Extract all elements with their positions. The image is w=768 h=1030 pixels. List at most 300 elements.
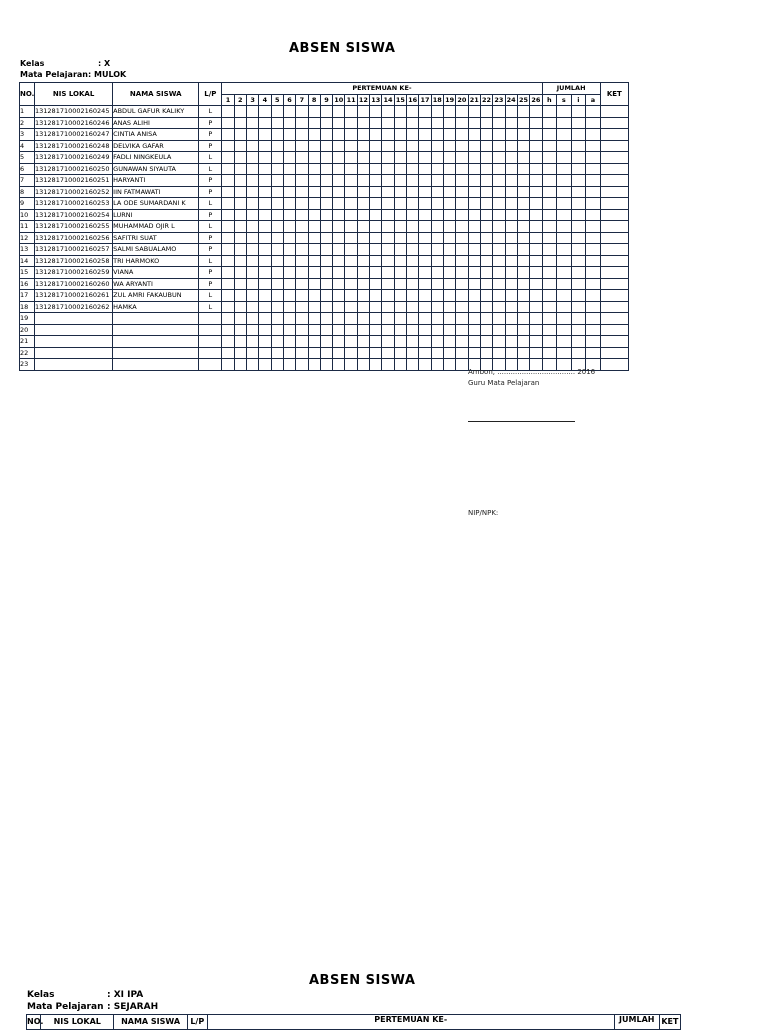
attendance-cell[interactable] bbox=[345, 175, 357, 187]
attendance-cell[interactable] bbox=[407, 129, 419, 141]
attendance-cell[interactable] bbox=[419, 278, 431, 290]
attendance-cell[interactable] bbox=[468, 313, 480, 325]
attendance-cell[interactable] bbox=[505, 117, 517, 129]
attendance-cell[interactable] bbox=[234, 209, 246, 221]
attendance-cell[interactable] bbox=[308, 324, 320, 336]
attendance-cell[interactable] bbox=[419, 324, 431, 336]
attendance-cell[interactable] bbox=[320, 152, 332, 164]
attendance-cell[interactable] bbox=[357, 221, 369, 233]
attendance-cell[interactable] bbox=[407, 106, 419, 118]
attendance-cell[interactable] bbox=[586, 336, 601, 348]
attendance-cell[interactable] bbox=[345, 347, 357, 359]
attendance-cell[interactable] bbox=[517, 209, 529, 221]
attendance-cell[interactable] bbox=[542, 209, 557, 221]
attendance-cell[interactable] bbox=[222, 232, 234, 244]
attendance-cell[interactable] bbox=[600, 336, 628, 348]
attendance-cell[interactable] bbox=[493, 324, 505, 336]
attendance-cell[interactable] bbox=[382, 301, 394, 313]
attendance-cell[interactable] bbox=[271, 221, 283, 233]
attendance-cell[interactable] bbox=[296, 106, 308, 118]
attendance-cell[interactable] bbox=[443, 301, 455, 313]
attendance-cell[interactable] bbox=[443, 255, 455, 267]
attendance-cell[interactable] bbox=[283, 255, 295, 267]
attendance-cell[interactable] bbox=[571, 313, 586, 325]
attendance-cell[interactable] bbox=[542, 278, 557, 290]
attendance-cell[interactable] bbox=[505, 198, 517, 210]
attendance-cell[interactable] bbox=[259, 290, 271, 302]
attendance-cell[interactable] bbox=[333, 129, 345, 141]
attendance-cell[interactable] bbox=[333, 221, 345, 233]
attendance-cell[interactable] bbox=[308, 152, 320, 164]
attendance-cell[interactable] bbox=[530, 186, 542, 198]
attendance-cell[interactable] bbox=[480, 209, 492, 221]
attendance-cell[interactable] bbox=[394, 336, 406, 348]
attendance-cell[interactable] bbox=[557, 267, 572, 279]
attendance-cell[interactable] bbox=[493, 129, 505, 141]
attendance-cell[interactable] bbox=[234, 255, 246, 267]
attendance-cell[interactable] bbox=[320, 232, 332, 244]
attendance-cell[interactable] bbox=[586, 152, 601, 164]
attendance-cell[interactable] bbox=[571, 117, 586, 129]
attendance-cell[interactable] bbox=[222, 175, 234, 187]
attendance-cell[interactable] bbox=[394, 267, 406, 279]
attendance-cell[interactable] bbox=[456, 152, 468, 164]
attendance-cell[interactable] bbox=[557, 278, 572, 290]
attendance-cell[interactable] bbox=[557, 175, 572, 187]
attendance-cell[interactable] bbox=[222, 221, 234, 233]
attendance-cell[interactable] bbox=[600, 186, 628, 198]
attendance-cell[interactable] bbox=[320, 278, 332, 290]
attendance-cell[interactable] bbox=[333, 267, 345, 279]
attendance-cell[interactable] bbox=[443, 106, 455, 118]
attendance-cell[interactable] bbox=[271, 290, 283, 302]
attendance-cell[interactable] bbox=[456, 186, 468, 198]
attendance-cell[interactable] bbox=[557, 221, 572, 233]
attendance-cell[interactable] bbox=[530, 106, 542, 118]
attendance-cell[interactable] bbox=[308, 359, 320, 371]
attendance-cell[interactable] bbox=[600, 255, 628, 267]
attendance-cell[interactable] bbox=[357, 267, 369, 279]
attendance-cell[interactable] bbox=[333, 152, 345, 164]
attendance-cell[interactable] bbox=[271, 209, 283, 221]
attendance-cell[interactable] bbox=[370, 267, 382, 279]
attendance-cell[interactable] bbox=[480, 175, 492, 187]
attendance-cell[interactable] bbox=[530, 255, 542, 267]
attendance-cell[interactable] bbox=[271, 175, 283, 187]
attendance-cell[interactable] bbox=[283, 232, 295, 244]
attendance-cell[interactable] bbox=[542, 313, 557, 325]
attendance-cell[interactable] bbox=[530, 267, 542, 279]
attendance-cell[interactable] bbox=[443, 117, 455, 129]
attendance-cell[interactable] bbox=[246, 106, 258, 118]
attendance-cell[interactable] bbox=[456, 267, 468, 279]
attendance-cell[interactable] bbox=[345, 301, 357, 313]
attendance-cell[interactable] bbox=[308, 209, 320, 221]
attendance-cell[interactable] bbox=[493, 117, 505, 129]
attendance-cell[interactable] bbox=[419, 117, 431, 129]
attendance-cell[interactable] bbox=[357, 209, 369, 221]
attendance-cell[interactable] bbox=[320, 359, 332, 371]
attendance-cell[interactable] bbox=[394, 221, 406, 233]
attendance-cell[interactable] bbox=[542, 152, 557, 164]
attendance-cell[interactable] bbox=[283, 106, 295, 118]
attendance-cell[interactable] bbox=[345, 129, 357, 141]
attendance-cell[interactable] bbox=[370, 117, 382, 129]
attendance-cell[interactable] bbox=[382, 221, 394, 233]
attendance-cell[interactable] bbox=[480, 221, 492, 233]
attendance-cell[interactable] bbox=[468, 301, 480, 313]
attendance-cell[interactable] bbox=[517, 163, 529, 175]
attendance-cell[interactable] bbox=[382, 232, 394, 244]
attendance-cell[interactable] bbox=[357, 186, 369, 198]
attendance-cell[interactable] bbox=[357, 117, 369, 129]
attendance-cell[interactable] bbox=[530, 324, 542, 336]
attendance-cell[interactable] bbox=[345, 152, 357, 164]
attendance-cell[interactable] bbox=[493, 301, 505, 313]
attendance-cell[interactable] bbox=[283, 359, 295, 371]
attendance-cell[interactable] bbox=[296, 129, 308, 141]
attendance-cell[interactable] bbox=[333, 324, 345, 336]
attendance-cell[interactable] bbox=[234, 186, 246, 198]
attendance-cell[interactable] bbox=[407, 290, 419, 302]
attendance-cell[interactable] bbox=[308, 198, 320, 210]
attendance-cell[interactable] bbox=[382, 347, 394, 359]
attendance-cell[interactable] bbox=[517, 186, 529, 198]
attendance-cell[interactable] bbox=[234, 301, 246, 313]
attendance-cell[interactable] bbox=[586, 106, 601, 118]
attendance-cell[interactable] bbox=[246, 198, 258, 210]
attendance-cell[interactable] bbox=[468, 163, 480, 175]
attendance-cell[interactable] bbox=[320, 301, 332, 313]
attendance-cell[interactable] bbox=[530, 140, 542, 152]
attendance-cell[interactable] bbox=[557, 313, 572, 325]
attendance-cell[interactable] bbox=[431, 140, 443, 152]
attendance-cell[interactable] bbox=[542, 244, 557, 256]
attendance-cell[interactable] bbox=[296, 347, 308, 359]
attendance-cell[interactable] bbox=[259, 129, 271, 141]
attendance-cell[interactable] bbox=[571, 347, 586, 359]
attendance-cell[interactable] bbox=[571, 244, 586, 256]
attendance-cell[interactable] bbox=[517, 129, 529, 141]
attendance-cell[interactable] bbox=[283, 117, 295, 129]
attendance-cell[interactable] bbox=[505, 301, 517, 313]
attendance-cell[interactable] bbox=[394, 140, 406, 152]
attendance-cell[interactable] bbox=[320, 347, 332, 359]
attendance-cell[interactable] bbox=[530, 209, 542, 221]
attendance-cell[interactable] bbox=[382, 163, 394, 175]
attendance-cell[interactable] bbox=[234, 232, 246, 244]
attendance-cell[interactable] bbox=[296, 301, 308, 313]
attendance-cell[interactable] bbox=[308, 163, 320, 175]
attendance-cell[interactable] bbox=[431, 106, 443, 118]
attendance-cell[interactable] bbox=[493, 106, 505, 118]
attendance-cell[interactable] bbox=[480, 267, 492, 279]
attendance-cell[interactable] bbox=[493, 221, 505, 233]
attendance-cell[interactable] bbox=[480, 152, 492, 164]
attendance-cell[interactable] bbox=[394, 106, 406, 118]
attendance-cell[interactable] bbox=[320, 255, 332, 267]
attendance-cell[interactable] bbox=[407, 175, 419, 187]
attendance-cell[interactable] bbox=[246, 255, 258, 267]
attendance-cell[interactable] bbox=[246, 209, 258, 221]
attendance-cell[interactable] bbox=[370, 313, 382, 325]
attendance-cell[interactable] bbox=[600, 290, 628, 302]
attendance-cell[interactable] bbox=[571, 198, 586, 210]
attendance-cell[interactable] bbox=[320, 129, 332, 141]
attendance-cell[interactable] bbox=[370, 198, 382, 210]
attendance-cell[interactable] bbox=[394, 163, 406, 175]
attendance-cell[interactable] bbox=[308, 221, 320, 233]
attendance-cell[interactable] bbox=[271, 255, 283, 267]
attendance-cell[interactable] bbox=[394, 278, 406, 290]
attendance-cell[interactable] bbox=[345, 359, 357, 371]
attendance-cell[interactable] bbox=[234, 129, 246, 141]
attendance-cell[interactable] bbox=[370, 129, 382, 141]
attendance-cell[interactable] bbox=[333, 301, 345, 313]
attendance-cell[interactable] bbox=[394, 152, 406, 164]
attendance-cell[interactable] bbox=[333, 140, 345, 152]
attendance-cell[interactable] bbox=[271, 244, 283, 256]
attendance-cell[interactable] bbox=[320, 267, 332, 279]
attendance-cell[interactable] bbox=[407, 336, 419, 348]
attendance-cell[interactable] bbox=[431, 313, 443, 325]
attendance-cell[interactable] bbox=[259, 221, 271, 233]
attendance-cell[interactable] bbox=[370, 152, 382, 164]
attendance-cell[interactable] bbox=[542, 106, 557, 118]
attendance-cell[interactable] bbox=[222, 198, 234, 210]
attendance-cell[interactable] bbox=[600, 347, 628, 359]
attendance-cell[interactable] bbox=[557, 152, 572, 164]
attendance-cell[interactable] bbox=[308, 313, 320, 325]
attendance-cell[interactable] bbox=[505, 232, 517, 244]
attendance-cell[interactable] bbox=[456, 324, 468, 336]
attendance-cell[interactable] bbox=[259, 336, 271, 348]
attendance-cell[interactable] bbox=[480, 313, 492, 325]
attendance-cell[interactable] bbox=[468, 290, 480, 302]
attendance-cell[interactable] bbox=[296, 152, 308, 164]
attendance-cell[interactable] bbox=[320, 244, 332, 256]
attendance-cell[interactable] bbox=[557, 106, 572, 118]
attendance-cell[interactable] bbox=[443, 336, 455, 348]
attendance-cell[interactable] bbox=[407, 198, 419, 210]
attendance-cell[interactable] bbox=[283, 267, 295, 279]
attendance-cell[interactable] bbox=[517, 106, 529, 118]
attendance-cell[interactable] bbox=[586, 117, 601, 129]
attendance-cell[interactable] bbox=[296, 267, 308, 279]
attendance-cell[interactable] bbox=[246, 324, 258, 336]
attendance-cell[interactable] bbox=[407, 278, 419, 290]
attendance-cell[interactable] bbox=[308, 175, 320, 187]
attendance-cell[interactable] bbox=[571, 152, 586, 164]
attendance-cell[interactable] bbox=[557, 244, 572, 256]
attendance-cell[interactable] bbox=[259, 198, 271, 210]
attendance-cell[interactable] bbox=[394, 244, 406, 256]
attendance-cell[interactable] bbox=[530, 221, 542, 233]
attendance-cell[interactable] bbox=[271, 359, 283, 371]
attendance-cell[interactable] bbox=[468, 175, 480, 187]
attendance-cell[interactable] bbox=[456, 198, 468, 210]
attendance-cell[interactable] bbox=[431, 324, 443, 336]
attendance-cell[interactable] bbox=[271, 313, 283, 325]
attendance-cell[interactable] bbox=[246, 359, 258, 371]
attendance-cell[interactable] bbox=[333, 290, 345, 302]
attendance-cell[interactable] bbox=[333, 117, 345, 129]
attendance-cell[interactable] bbox=[586, 198, 601, 210]
attendance-cell[interactable] bbox=[557, 301, 572, 313]
attendance-cell[interactable] bbox=[246, 163, 258, 175]
attendance-cell[interactable] bbox=[517, 232, 529, 244]
attendance-cell[interactable] bbox=[234, 324, 246, 336]
attendance-cell[interactable] bbox=[407, 117, 419, 129]
attendance-cell[interactable] bbox=[296, 313, 308, 325]
attendance-cell[interactable] bbox=[431, 209, 443, 221]
attendance-cell[interactable] bbox=[407, 163, 419, 175]
attendance-cell[interactable] bbox=[407, 255, 419, 267]
attendance-cell[interactable] bbox=[394, 347, 406, 359]
attendance-cell[interactable] bbox=[382, 336, 394, 348]
attendance-cell[interactable] bbox=[419, 152, 431, 164]
attendance-cell[interactable] bbox=[431, 221, 443, 233]
attendance-cell[interactable] bbox=[357, 359, 369, 371]
attendance-cell[interactable] bbox=[394, 117, 406, 129]
attendance-cell[interactable] bbox=[394, 313, 406, 325]
attendance-cell[interactable] bbox=[517, 324, 529, 336]
attendance-cell[interactable] bbox=[419, 106, 431, 118]
attendance-cell[interactable] bbox=[517, 301, 529, 313]
attendance-cell[interactable] bbox=[246, 140, 258, 152]
attendance-cell[interactable] bbox=[480, 232, 492, 244]
attendance-cell[interactable] bbox=[283, 198, 295, 210]
attendance-cell[interactable] bbox=[222, 186, 234, 198]
attendance-cell[interactable] bbox=[246, 301, 258, 313]
attendance-cell[interactable] bbox=[456, 347, 468, 359]
attendance-cell[interactable] bbox=[571, 175, 586, 187]
attendance-cell[interactable] bbox=[320, 117, 332, 129]
attendance-cell[interactable] bbox=[246, 313, 258, 325]
attendance-cell[interactable] bbox=[382, 267, 394, 279]
attendance-cell[interactable] bbox=[480, 117, 492, 129]
attendance-cell[interactable] bbox=[370, 290, 382, 302]
attendance-cell[interactable] bbox=[370, 278, 382, 290]
attendance-cell[interactable] bbox=[443, 140, 455, 152]
attendance-cell[interactable] bbox=[407, 313, 419, 325]
attendance-cell[interactable] bbox=[530, 117, 542, 129]
attendance-cell[interactable] bbox=[246, 290, 258, 302]
attendance-cell[interactable] bbox=[530, 244, 542, 256]
attendance-cell[interactable] bbox=[407, 186, 419, 198]
attendance-cell[interactable] bbox=[271, 336, 283, 348]
attendance-cell[interactable] bbox=[222, 106, 234, 118]
attendance-cell[interactable] bbox=[493, 244, 505, 256]
attendance-cell[interactable] bbox=[283, 347, 295, 359]
attendance-cell[interactable] bbox=[557, 198, 572, 210]
attendance-cell[interactable] bbox=[394, 186, 406, 198]
attendance-cell[interactable] bbox=[296, 209, 308, 221]
attendance-cell[interactable] bbox=[468, 209, 480, 221]
attendance-cell[interactable] bbox=[443, 347, 455, 359]
attendance-cell[interactable] bbox=[308, 301, 320, 313]
attendance-cell[interactable] bbox=[493, 140, 505, 152]
attendance-cell[interactable] bbox=[600, 152, 628, 164]
attendance-cell[interactable] bbox=[431, 255, 443, 267]
attendance-cell[interactable] bbox=[382, 117, 394, 129]
attendance-cell[interactable] bbox=[456, 175, 468, 187]
attendance-cell[interactable] bbox=[480, 106, 492, 118]
attendance-cell[interactable] bbox=[320, 175, 332, 187]
attendance-cell[interactable] bbox=[468, 186, 480, 198]
attendance-cell[interactable] bbox=[530, 198, 542, 210]
attendance-cell[interactable] bbox=[480, 244, 492, 256]
attendance-cell[interactable] bbox=[259, 117, 271, 129]
attendance-cell[interactable] bbox=[333, 198, 345, 210]
attendance-cell[interactable] bbox=[468, 244, 480, 256]
attendance-cell[interactable] bbox=[557, 163, 572, 175]
attendance-cell[interactable] bbox=[357, 290, 369, 302]
attendance-cell[interactable] bbox=[586, 163, 601, 175]
attendance-cell[interactable] bbox=[468, 117, 480, 129]
attendance-cell[interactable] bbox=[517, 267, 529, 279]
attendance-cell[interactable] bbox=[234, 347, 246, 359]
attendance-cell[interactable] bbox=[517, 117, 529, 129]
attendance-cell[interactable] bbox=[382, 175, 394, 187]
attendance-cell[interactable] bbox=[222, 244, 234, 256]
attendance-cell[interactable] bbox=[468, 129, 480, 141]
attendance-cell[interactable] bbox=[382, 140, 394, 152]
attendance-cell[interactable] bbox=[493, 267, 505, 279]
attendance-cell[interactable] bbox=[480, 290, 492, 302]
attendance-cell[interactable] bbox=[271, 163, 283, 175]
attendance-cell[interactable] bbox=[407, 244, 419, 256]
attendance-cell[interactable] bbox=[308, 347, 320, 359]
attendance-cell[interactable] bbox=[308, 117, 320, 129]
attendance-cell[interactable] bbox=[419, 163, 431, 175]
attendance-cell[interactable] bbox=[480, 347, 492, 359]
attendance-cell[interactable] bbox=[468, 324, 480, 336]
attendance-cell[interactable] bbox=[586, 129, 601, 141]
attendance-cell[interactable] bbox=[283, 290, 295, 302]
attendance-cell[interactable] bbox=[333, 313, 345, 325]
attendance-cell[interactable] bbox=[382, 324, 394, 336]
attendance-cell[interactable] bbox=[246, 186, 258, 198]
attendance-cell[interactable] bbox=[283, 129, 295, 141]
attendance-cell[interactable] bbox=[333, 278, 345, 290]
attendance-cell[interactable] bbox=[370, 221, 382, 233]
attendance-cell[interactable] bbox=[271, 129, 283, 141]
attendance-cell[interactable] bbox=[517, 175, 529, 187]
attendance-cell[interactable] bbox=[283, 221, 295, 233]
attendance-cell[interactable] bbox=[480, 301, 492, 313]
attendance-cell[interactable] bbox=[557, 117, 572, 129]
attendance-cell[interactable] bbox=[246, 221, 258, 233]
attendance-cell[interactable] bbox=[600, 117, 628, 129]
attendance-cell[interactable] bbox=[480, 324, 492, 336]
attendance-cell[interactable] bbox=[259, 163, 271, 175]
attendance-cell[interactable] bbox=[246, 232, 258, 244]
attendance-cell[interactable] bbox=[431, 198, 443, 210]
attendance-cell[interactable] bbox=[480, 255, 492, 267]
attendance-cell[interactable] bbox=[456, 117, 468, 129]
attendance-cell[interactable] bbox=[394, 198, 406, 210]
attendance-cell[interactable] bbox=[517, 278, 529, 290]
attendance-cell[interactable] bbox=[234, 290, 246, 302]
attendance-cell[interactable] bbox=[530, 152, 542, 164]
attendance-cell[interactable] bbox=[296, 221, 308, 233]
attendance-cell[interactable] bbox=[222, 359, 234, 371]
attendance-cell[interactable] bbox=[557, 209, 572, 221]
attendance-cell[interactable] bbox=[456, 336, 468, 348]
attendance-cell[interactable] bbox=[456, 278, 468, 290]
attendance-cell[interactable] bbox=[600, 267, 628, 279]
